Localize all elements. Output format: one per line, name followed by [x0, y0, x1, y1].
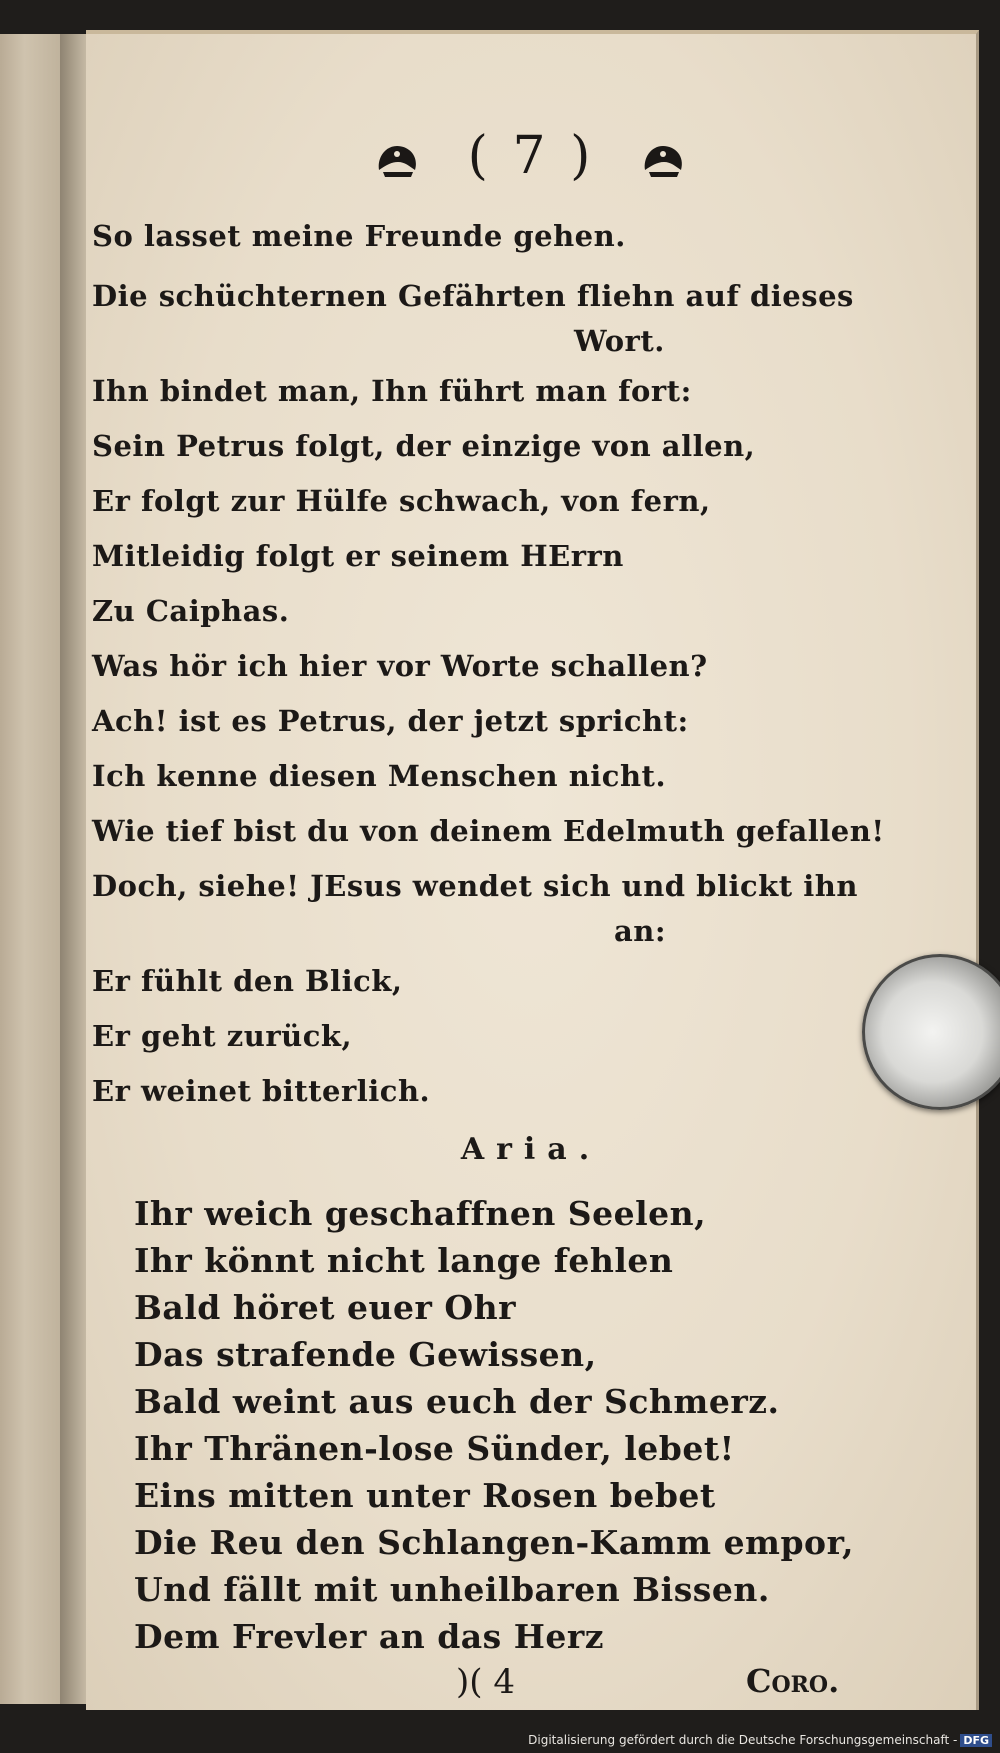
ornament-left-icon — [375, 140, 421, 180]
text-line: Die schüchternen Gefährten fliehn auf dieses — [92, 279, 854, 313]
text-line: Ihn bindet man, Ihn führt man fort: — [92, 374, 692, 408]
aria-line: Und fällt mit unheilbaren Bissen. — [134, 1570, 770, 1609]
text-line: Wie tief bist du von deinem Edelmuth gefallen! — [92, 814, 885, 848]
catchword: Coro. — [746, 1662, 840, 1700]
text-line: Er folgt zur Hülfe schwach, von fern, — [92, 484, 711, 518]
dfg-logo: DFG — [960, 1734, 992, 1747]
aria-line: Bald höret euer Ohr — [134, 1288, 516, 1327]
aria-line: Ihr weich geschaffnen Seelen, — [134, 1194, 707, 1233]
aria-heading: Aria. — [460, 1132, 602, 1167]
text-line: Zu Caiphas. — [92, 594, 290, 628]
text-line: Sein Petrus folgt, der einzige von allen, — [92, 429, 756, 463]
ornament-right-icon — [641, 140, 687, 180]
aria-line: Bald weint aus euch der Schmerz. — [134, 1382, 780, 1421]
aria-line: Die Reu den Schlangen-Kamm empor, — [134, 1523, 855, 1562]
signature-mark: )( 4 — [456, 1662, 515, 1702]
text-line: Er fühlt den Blick, — [92, 964, 403, 998]
credit-text: Digitalisierung gefördert durch die Deutsche Forschungsgemeinschaft - — [528, 1733, 958, 1747]
aria-line: Dem Frevler an das Herz — [134, 1617, 605, 1656]
text-line: Doch, siehe! JEsus wendet sich und blickt ihn — [92, 869, 858, 903]
text-line: Ich kenne diesen Menschen nicht. — [92, 759, 667, 793]
text-line: Wort. — [574, 324, 665, 358]
aria-line: Ihr könnt nicht lange fehlen — [134, 1241, 674, 1280]
text-line: Ach! ist es Petrus, der jetzt spricht: — [92, 704, 689, 738]
book-gutter — [60, 34, 88, 1704]
text-line: Er weinet bitterlich. — [92, 1074, 431, 1108]
digitization-credit — [528, 1733, 992, 1747]
page-header — [86, 126, 976, 186]
aria-line: Eins mitten unter Rosen bebet — [134, 1476, 716, 1515]
aria-line: Ihr Thränen-lose Sünder, lebet! — [134, 1429, 735, 1468]
book-page — [86, 30, 979, 1710]
aria-line: Das strafende Gewissen, — [134, 1335, 597, 1374]
text-line: an: — [614, 914, 667, 948]
text-line: Mitleidig folgt er seinem HErrn — [92, 539, 624, 573]
page-number: ( 7 ) — [467, 126, 595, 186]
text-line: Was hör ich hier vor Worte schallen? — [92, 649, 708, 683]
facing-page-edge — [0, 34, 64, 1704]
text-line: So lasset meine Freunde gehen. — [92, 219, 626, 253]
text-line: Er geht zurück, — [92, 1019, 353, 1053]
